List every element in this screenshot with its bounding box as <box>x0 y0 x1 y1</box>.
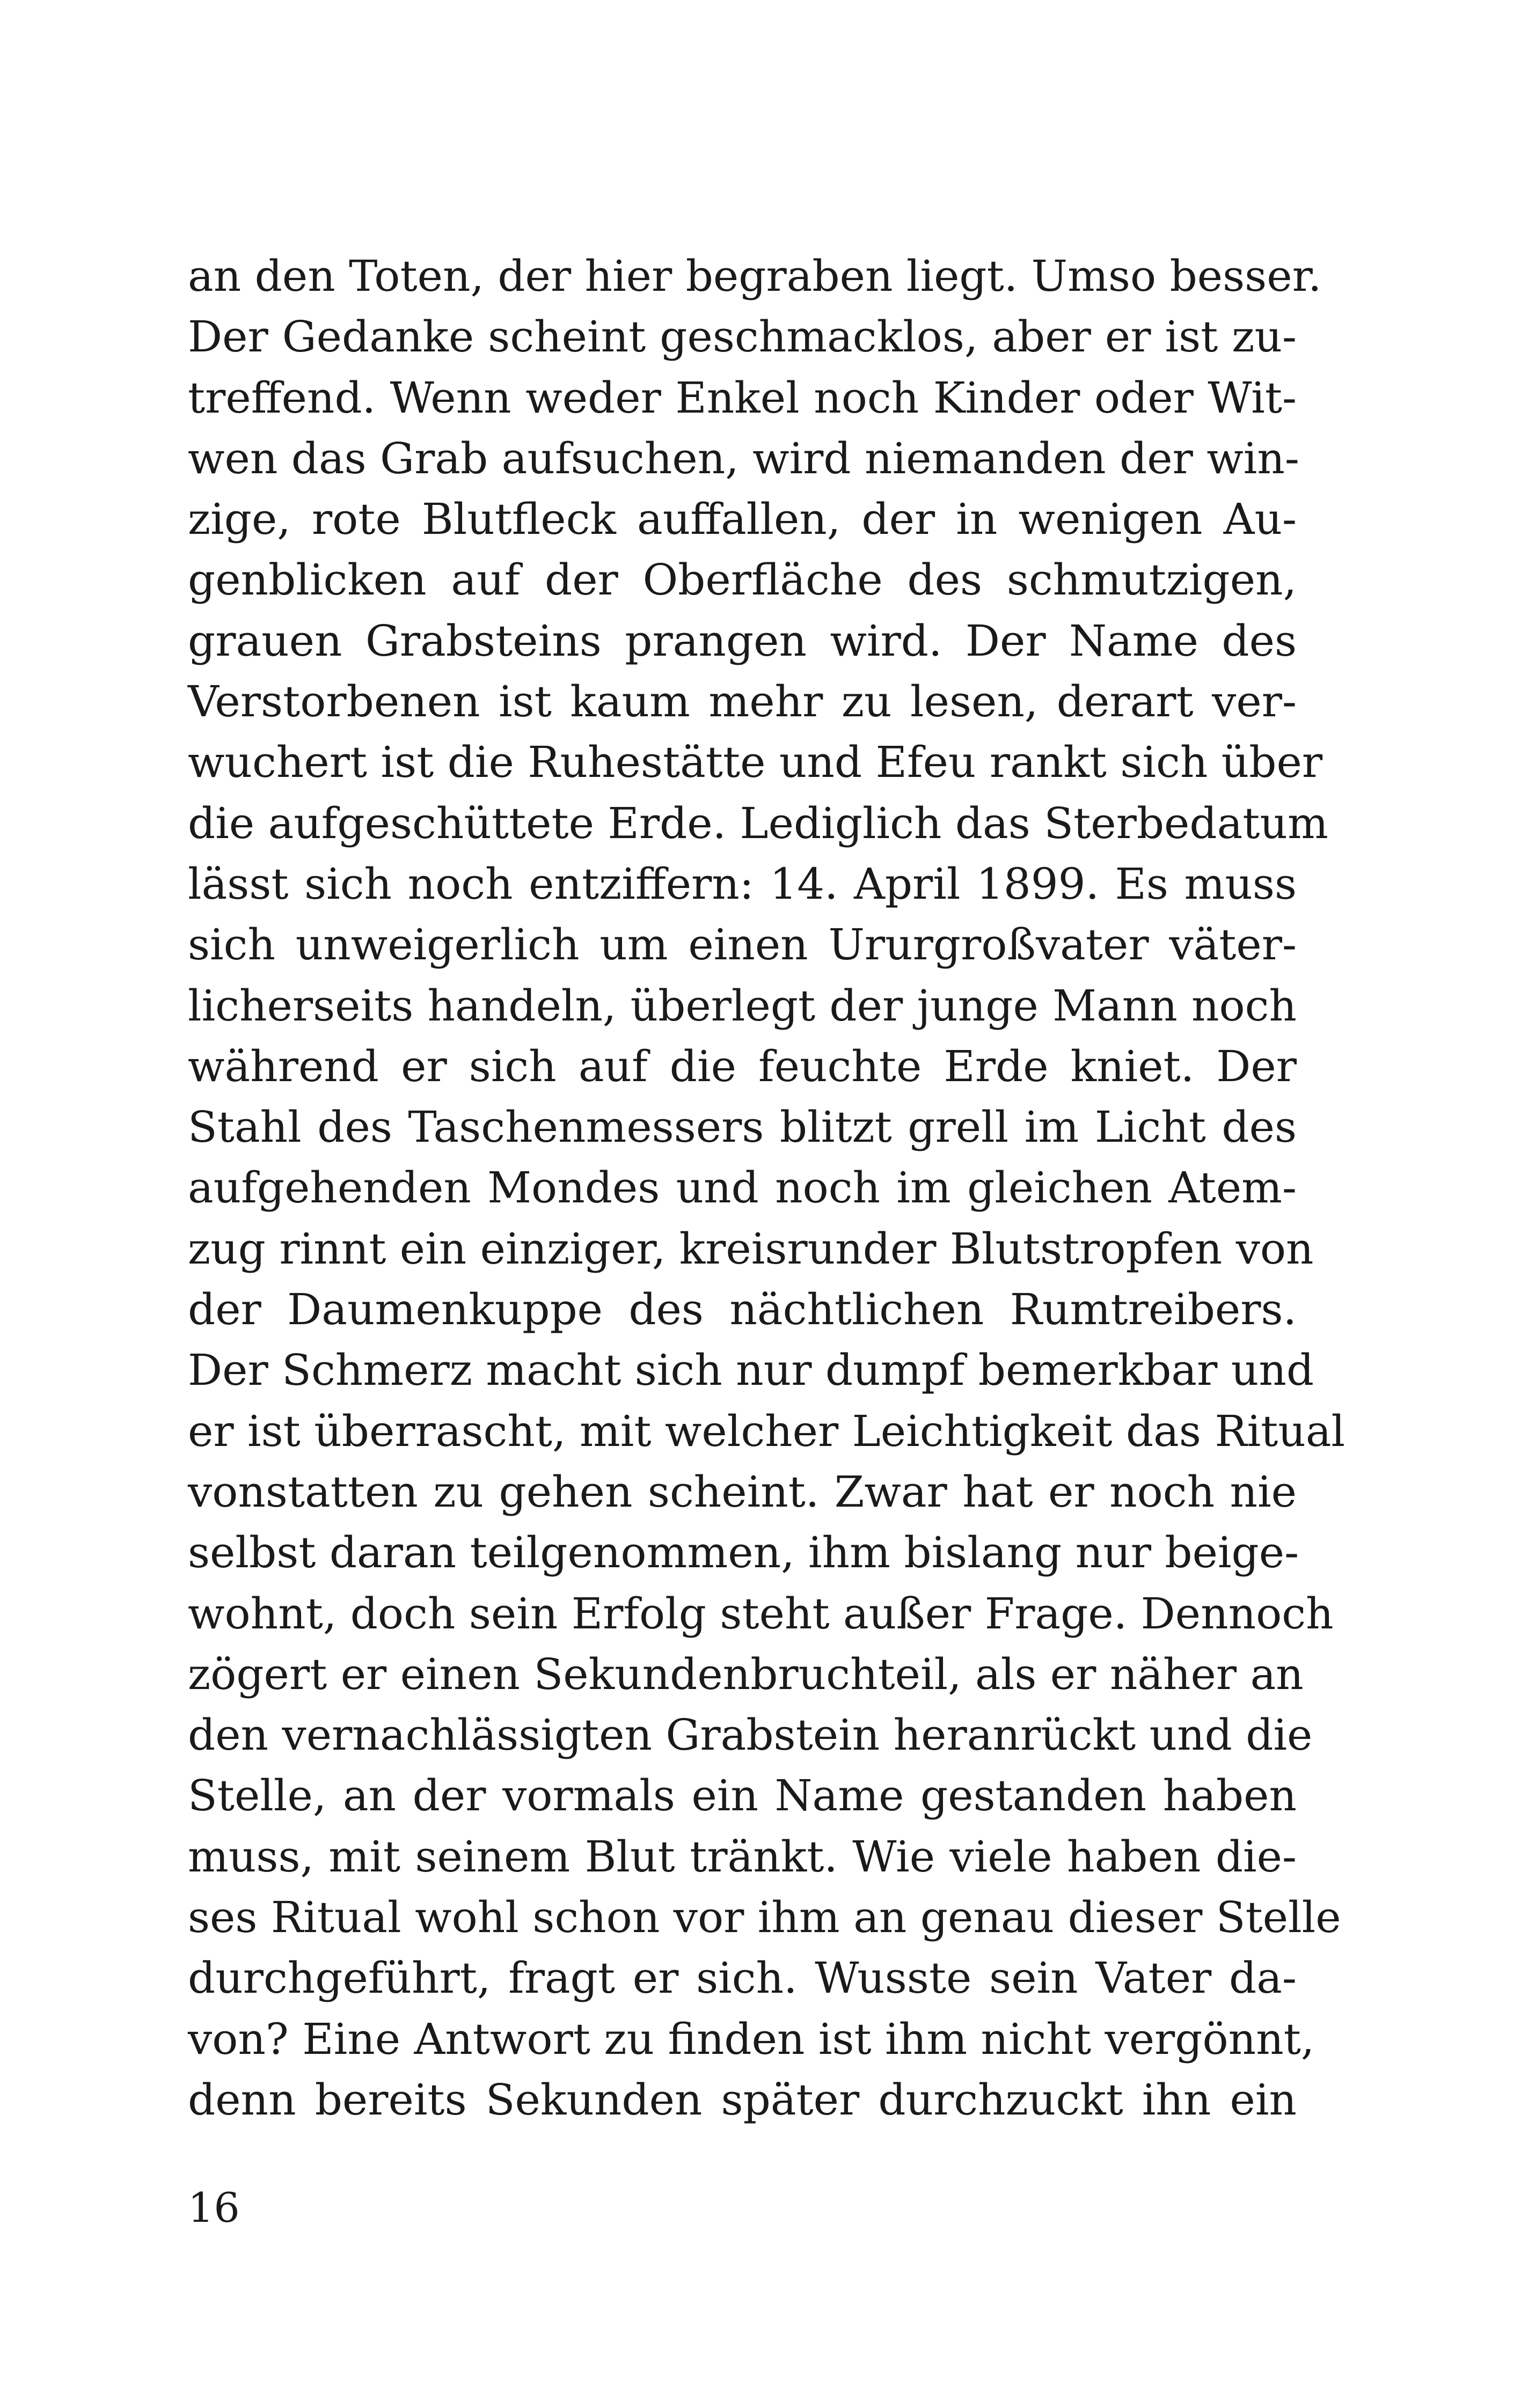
text-line: licherseits handeln, überlegt der junge Mann noch <box>188 980 1297 1031</box>
text-line: treffend. Wenn weder Enkel noch Kinder oder Wit- <box>188 372 1297 423</box>
text-line: Verstorbenen ist kaum mehr zu lesen, derart ver- <box>188 677 1297 727</box>
text-line: lässt sich noch entziffern: 14. April 1899. Es muss <box>188 858 1297 909</box>
text-line: zige, rote Blutfleck auffallen, der in wenigen Au- <box>188 494 1297 545</box>
text-line: die aufgeschüttete Erde. Lediglich das Sterbedatum <box>188 798 1328 848</box>
text-line: Stelle, an der vormals ein Name gestanden haben <box>188 1771 1297 1821</box>
text-line: wohnt, doch sein Erfolg steht außer Frage. Dennoch <box>188 1588 1334 1639</box>
text-line: Der Gedanke scheint geschmacklos, aber er ist zu- <box>188 312 1297 362</box>
text-line: der Daumenkuppe des nächtlichen Rumtreibers. <box>188 1284 1297 1335</box>
text-line: muss, mit seinem Blut tränkt. Wie viele haben die- <box>188 1831 1297 1882</box>
text-line: an den Toten, der hier begraben liegt. Umso besser. <box>188 251 1322 301</box>
text-line: Der Schmerz macht sich nur dumpf bemerkbar und <box>188 1345 1314 1396</box>
text-line: aufgehenden Mondes und noch im gleichen Atem- <box>188 1163 1297 1213</box>
page-number: 16 <box>188 2184 240 2231</box>
text-line: er ist überrascht, mit welcher Leichtigkeit das Ritual <box>188 1406 1346 1456</box>
text-line: wen das Grab aufsuchen, wird niemanden der win- <box>188 433 1299 483</box>
text-line: den vernachlässigten Grabstein heranrückt und die <box>188 1710 1313 1760</box>
text-line: wuchert ist die Ruhestätte und Efeu rankt sich über <box>188 737 1323 788</box>
text-line: während er sich auf die feuchte Erde kniet. Der <box>188 1041 1297 1091</box>
text-line: sich unweigerlich um einen Ururgroßvater väter- <box>188 920 1297 970</box>
text-line: selbst daran teilgenommen, ihm bislang nur beige- <box>188 1528 1299 1578</box>
text-line: ses Ritual wohl schon vor ihm an genau dieser Stelle <box>188 1892 1341 1943</box>
text-line: Stahl des Taschenmessers blitzt grell im Licht des <box>188 1102 1297 1152</box>
text-line: zug rinnt ein einziger, kreisrunder Blutstropfen von <box>188 1223 1314 1274</box>
text-line: genblicken auf der Oberfläche des schmutzigen, <box>188 555 1297 605</box>
text-line: durchgeführt, fragt er sich. Wusste sein Vater da- <box>188 1953 1297 2003</box>
body-text <box>188 246 1346 2130</box>
text-line: grauen Grabsteins prangen wird. Der Name des <box>188 615 1297 666</box>
text-line: vonstatten zu gehen scheint. Zwar hat er noch nie <box>188 1466 1297 1517</box>
text-line: denn bereits Sekunden später durchzuckt ihn ein <box>188 2074 1297 2125</box>
text-line: von? Eine Antwort zu finden ist ihm nicht vergönnt, <box>188 2014 1315 2064</box>
text-line: zögert er einen Sekundenbruchteil, als er näher an <box>188 1649 1304 1699</box>
